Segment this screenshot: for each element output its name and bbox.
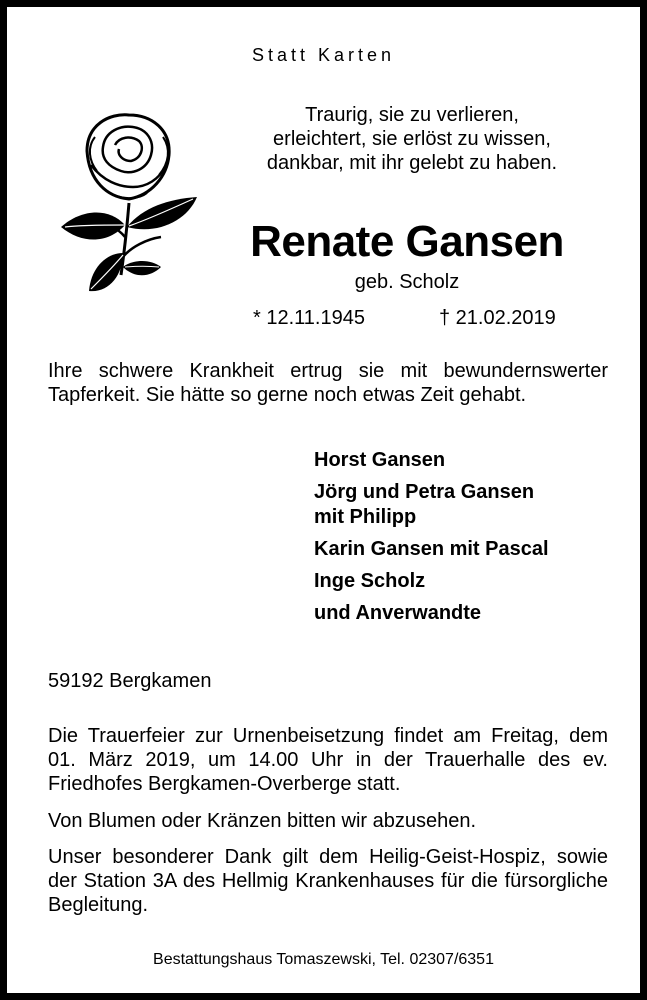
verse-line: dankbar, mit ihr gelebt zu haben.: [266, 152, 558, 174]
mourner-name: Horst Gansen: [314, 449, 446, 471]
flowers-paragraph: Von Blumen oder Kränzen bitten wir abzusehen.: [48, 810, 477, 832]
memorial-verse: [247, 103, 577, 175]
rose-icon: [47, 107, 207, 307]
city: 59192 Bergkamen: [48, 670, 212, 692]
verse-line: Traurig, sie zu verlieren,: [305, 104, 519, 126]
deceased-name: Renate Gansen: [250, 217, 564, 266]
mourner-name: Jörg und Petra Gansen: [314, 481, 535, 503]
birth-date: * 12.11.1945: [253, 307, 365, 329]
header-statt-karten: Statt Karten: [251, 45, 396, 65]
mourners-list: [314, 448, 549, 633]
ceremony-paragraph: Die Trauerfeier zur Urnenbeisetzung findet am Freitag, dem 01. März 2019, um 14.00 Uhr in der Trauerhalle des ev. Friedhofes Bergkamen-Overberge statt.: [48, 725, 608, 795]
thanks-paragraph: Unser besonderer Dank gilt dem Heilig-Geist-Hospiz, sowie der Station 3A des Hellmig Krankenhauses für die fürsorgliche Begleitung.: [48, 846, 608, 916]
verse-line: erleichtert, sie erlöst zu wissen,: [273, 128, 551, 150]
funeral-home-footer: Bestattungshaus Tomaszewski, Tel. 02307/6351: [153, 951, 494, 968]
maiden-name: geb. Scholz: [354, 271, 460, 293]
mourner-name: Karin Gansen mit Pascal: [314, 538, 549, 560]
death-date: † 21.02.2019: [439, 307, 556, 329]
mourner-name: Inge Scholz: [314, 570, 426, 592]
mourner-name: mit Philipp: [314, 506, 417, 528]
intro-paragraph: Ihre schwere Krankheit ertrug sie mit bewundernswerter Tapferkeit. Sie hätte so gerne noch etwas Zeit gehabt.: [48, 360, 608, 406]
mourner-name: und Anverwandte: [314, 602, 482, 624]
